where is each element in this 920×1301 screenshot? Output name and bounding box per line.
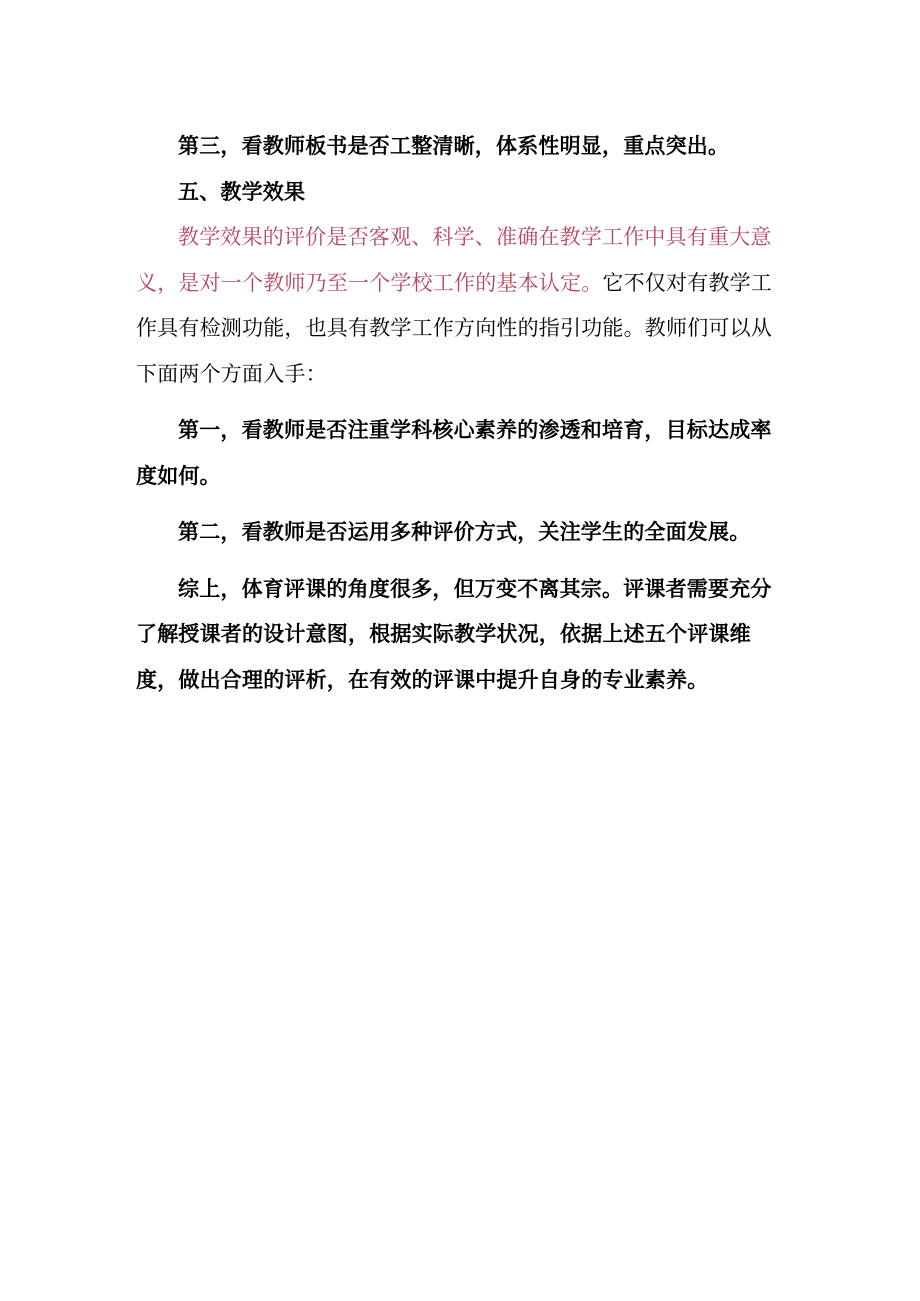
- highlighted-text: 教学效果的评价是否客观、科学、准确在教学工作中具有重大意义，是对一个教师乃至一个学校工作的基本认定。: [136, 225, 772, 295]
- section-heading-teaching-effect: 五、教学效果: [178, 179, 306, 204]
- paragraph-teaching-effect-intro: [136, 215, 784, 397]
- paragraph-point-one: 第一，看教师是否注重学科核心素养的渗透和培育，目标达成率度如何。: [136, 418, 772, 488]
- paragraph-point-two: 第二，看教师是否运用多种评价方式，关注学生的全面发展。: [178, 520, 751, 544]
- paragraph-text: 它不仅对有教学工作具有检测功能，也具有教学工作方向性的指引功能。教师们可以从下面两个方面入手：: [136, 270, 773, 386]
- paragraph-board-writing: 第三，看教师板书是否工整清晰，体系性明显，重点突出。: [178, 134, 730, 158]
- document-body: [136, 124, 784, 703]
- paragraph-conclusion: 综上，体育评课的角度很多，但万变不离其宗。评课者需要充分了解授课者的设计意图，根据实际教学状况，依据上述五个评课维度，做出合理的评析，在有效的评课中提升自身的专业素养。: [136, 576, 772, 692]
